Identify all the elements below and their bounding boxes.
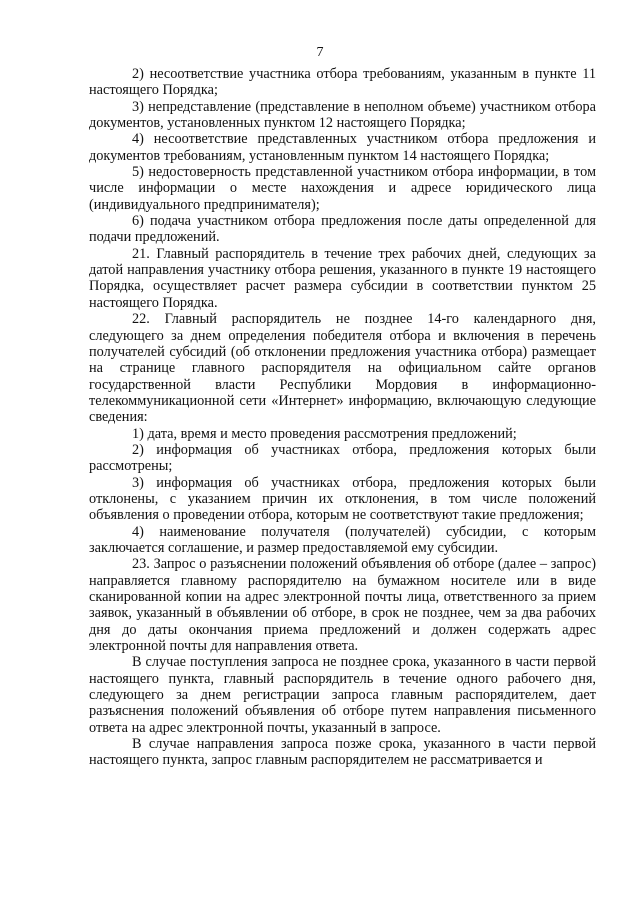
paragraph: 2) информация об участниках отбора, предложения которых были рассмотрены; — [89, 441, 596, 475]
page-number: 7 — [316, 45, 324, 60]
paragraph: 3) непредставление (представление в неполном объеме) участником отбора документов, установленных пунктом 12 настоящего Порядка; — [89, 98, 596, 132]
paragraph: 4) наименование получателя (получателей) субсидии, с которым заключается соглашение, и размер предоставляемой ему субсидии. — [89, 523, 596, 556]
paragraph: В случае направления запроса позже срока, указанного в части первой настоящего пункта, запрос главным распорядителем не рассматривается и — [89, 736, 596, 769]
paragraph: 2) несоответствие участника отбора требованиям, указанным в пункте 11 настоящего Порядка; — [89, 66, 596, 99]
paragraph: 1) дата, время и место проведения рассмотрения предложений; — [132, 425, 517, 442]
paragraph: 23. Запрос о разъяснении положений объявления об отборе (далее – запрос) направляется главному распорядителю на бумажном носителе или в виде сканированной копии на адрес электронной почты лица, ответственного за прием заявок, указанный в объявлении об отборе, в срок не позднее, чем за два рабочих дня до даты окончания приема предложений и должен содержать адрес электронной почты для направления ответа. — [89, 556, 596, 655]
paragraph: В случае поступления запроса не позднее срока, указанного в части первой настоящего пункта, главный распорядитель в течение одного рабочего дня, следующего за днем регистрации запроса главным распорядителем, дает разъяснения положений объявления об отборе путем направления письменного ответа на адрес электронной почты, указанный в запросе. — [89, 654, 596, 736]
document-body — [89, 66, 596, 769]
paragraph: 6) подача участником отбора предложения после даты определенной для подачи предложений. — [89, 213, 596, 246]
paragraph: 5) недостоверность представленной участником отбора информации, в том числе информации о месте нахождения и адресе юридического лица (индивидуального предпринимателя); — [89, 164, 596, 213]
paragraph: 4) несоответствие представленных участником отбора предложения и документов требованиям, установленным пунктом 14 настоящего Порядка; — [89, 131, 596, 164]
paragraph: 3) информация об участниках отбора, предложения которых были отклонены, с указанием причин их отклонения, в том числе положений объявления о проведении отбора, которым не соответствуют такие предложения; — [89, 474, 596, 524]
paragraph: 22. Главный распорядитель не позднее 14-го календарного дня, следующего за днем определения победителя отбора и включения в перечень получателей субсидий (об отклонении предложения участника отбора) размещает на странице главного распорядителя на официальном сайте органов государственной власти Республики Мордовия в информационно-телекоммуникационной сети «Интернет» информацию, включающую следующие сведения: — [89, 311, 596, 426]
paragraph: 21. Главный распорядитель в течение трех рабочих дней, следующих за датой направления участнику отбора решения, указанного в пункте 19 настоящего Порядка, осуществляет расчет размера субсидии в соответствии пунктом 25 настоящего Порядка. — [89, 245, 596, 311]
